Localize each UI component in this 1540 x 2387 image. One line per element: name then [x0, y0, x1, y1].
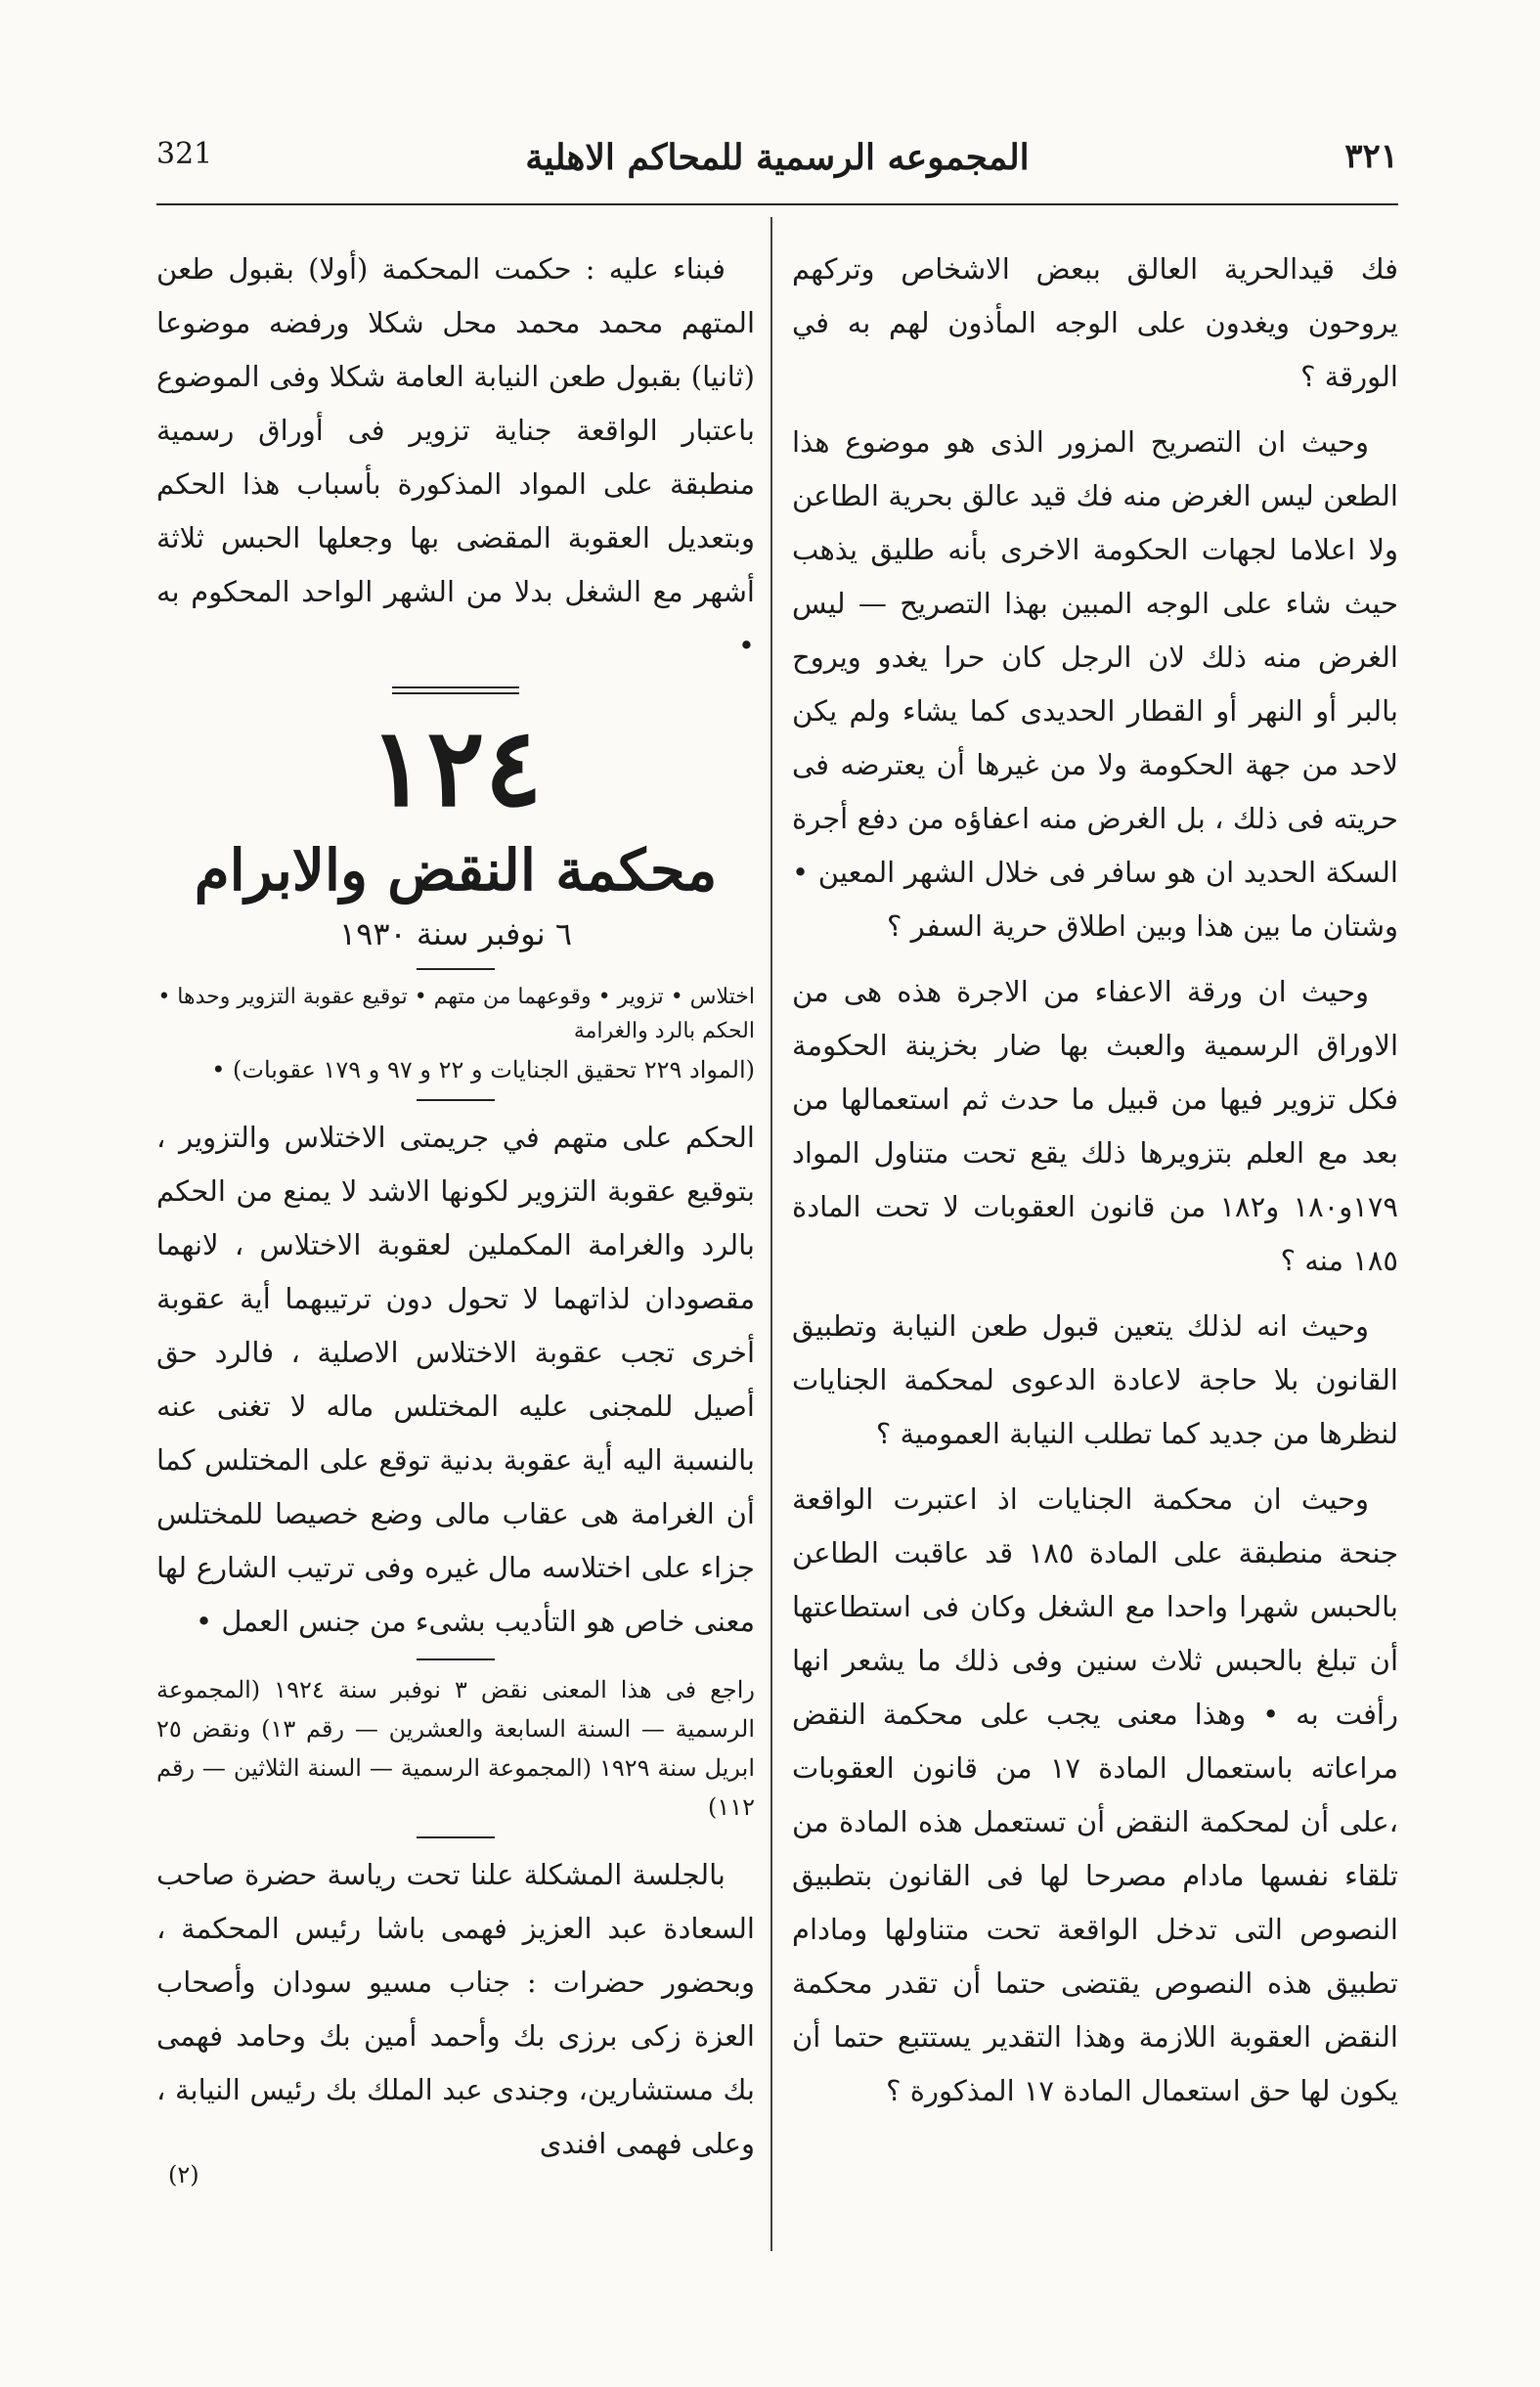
- paragraph: وحيث ان ورقة الاعفاء من الاجرة هذه هى من الاوراق الرسمية والعبث بها ضار بخزينة الحكومة فكل تزوير فيها من قبيل ما حدث ثم استعمالها من بعد مع العلم بتزويرها ذلك يقع تحت متناول المواد ١٧٩و١٨٠ و١٨٢ من قانون العقوبات لا تحت المادة ١٨٥ منه ؟: [792, 975, 1398, 1277]
- page-number-arabic: ٣٢١: [1344, 137, 1398, 176]
- section-divider: [392, 686, 519, 694]
- page-number-latin: 321: [156, 137, 213, 171]
- running-title: المجموعه الرسمية للمحاكم الاهلية: [525, 137, 1030, 178]
- legal-references: (المواد ٢٢٩ تحقيق الجنايات و ٢٢ و ٩٧ و ١٧٩ عقوبات) •: [211, 1056, 755, 1083]
- divider: [417, 1658, 495, 1660]
- right-column: [792, 243, 1398, 2130]
- case-date: ٦ نوفبر سنة ١٩٣٠: [338, 915, 573, 952]
- column-divider: [770, 217, 772, 2251]
- court-name: محكمة النقض والابرام: [194, 837, 718, 904]
- case-number: ١٢٤: [369, 704, 543, 830]
- paragraph: وحيث ان محكمة الجنايات اذ اعتبرت الواقعة جنحة منطبقة على المادة ١٨٥ قد عاقبت الطاعن بالحبس شهرا واحدا مع الشغل وكان فى استطاعتها أن تبلغ بالحبس ثلاث سنين وفى ذلك ما يشعر انها رأفت به • وهذا معنى يجب على محكمة النقض مراعاته باستعمال المادة ١٧ من قانون العقوبات ،على أن لمحكمة النقض أن تستعمل هذه المادة من تلقاء نفسها مادام مصرحا لها فى القانون بتطبيق النصوص التى تدخل الواقعة تحت متناولها ومادام تطبيق هذه النصوص يقتضى حتما أن تقدر محكمة النقض العقوبة اللازمة وهذا التقدير يستتبع حتما أن يكون لها حق استعمال المادة ١٧ المذكورة ؟: [792, 1482, 1399, 2107]
- case-keywords: اختلاس • تزوير • وقوعهما من متهم • توقيع عقوبة التزوير وحدها •: [157, 985, 755, 1009]
- divider: [417, 1836, 495, 1838]
- page-header: [156, 137, 1398, 196]
- header-rule: [156, 203, 1398, 205]
- left-column: [156, 243, 755, 2183]
- case-keywords-continued: الحكم بالرد والغرامة: [573, 1019, 755, 1043]
- signature-mark: (٢): [168, 2161, 199, 2188]
- divider: [417, 1099, 495, 1101]
- reference-note: راجع فى هذا المعنى نقض ٣ نوفبر سنة ١٩٢٤ (المجموعة الرسمية — السنة السابعة والعشرين — رقم ١٣) ونقض ٢٥ ابريل سنة ١٩٢٩ (المجموعة الرسمية — السنة الثلاثين — رقم ١١٢): [156, 1676, 755, 1821]
- paragraph: وحيث انه لذلك يتعين قبول طعن النيابة وتطبيق القانون بلا حاجة لاعادة الدعوى لمحكمة الجنايات لنظرها من جديد كما تطلب النيابة العمومية ؟: [792, 1309, 1398, 1450]
- legal-principle: الحكم على متهم في جريمتى الاختلاس والتزوير ، بتوقيع عقوبة التزوير لكونها الاشد لا يمنع من الحكم بالرد والغرامة المكملين لعقوبة الاختلاس ، لانهما مقصودان لذاتهما لا تحول دون ترتيبهما أية عقوبة أخرى تجب عقوبة الاختلاس الاصلية ، فالرد حق أصيل للمجنى عليه المختلس ماله لا تغنى عنه بالنسبة اليه أية عقوبة بدنية توقع على المختلس كما أن الغرامة هى عقاب مالى وضع خصيصا للمختلس جزاء على اختلاسه مال غيره وفى ترتيب الشارع لها معنى خاص هو التأديب بشىء من جنس العمل •: [156, 1121, 755, 1638]
- verdict-paragraph: فبناء عليه : حكمت المحكمة (أولا) بقبول طعن المتهم محمد محمد محل شكلا ورفضه موضوعا (ثانيا) بقبول طعن النيابة العامة شكلا وفى الموضوع باعتبار الواقعة جناية تزوير فى أوراق رسمية منطبقة على المواد المذكورة بأسباب هذا الحكم وبتعديل العقوبة المقضى بها وجعلها الحبس ثلاثة أشهر مع الشغل بدلا من الشهر الواحد المحكوم به •: [156, 252, 755, 662]
- paragraph: فك قيدالحرية العالق ببعض الاشخاص وتركهم يروحون ويغدون على الوجه المأذون لهم به في الورقة ؟: [792, 252, 1398, 393]
- divider: [417, 968, 495, 970]
- paragraph: وحيث ان التصريح المزور الذى هو موضوع هذا الطعن ليس الغرض منه فك قيد عالق بحرية الطاعن ولا اعلاما لجهات الحكومة الاخرى بأنه طليق يذهب حيث شاء على الوجه المبين بهذا التصريح — ليس الغرض منه ذلك لان الرجل كان حرا يغدو ويروح بالبر أو النهر أو القطار الحديدى كما يشاء ولم يكن لاحد من جهة الحكومة ولا من غيرها أن يعترضه فى حريته فى ذلك ، بل الغرض منه اعفاؤه من دفع أجرة السكة الحديد ان هو سافر فى خلال الشهر المعين • وشتان ما بين هذا وبين اطلاق حرية السفر ؟: [792, 425, 1398, 943]
- session-paragraph: بالجلسة المشكلة علنا تحت رياسة حضرة صاحب السعادة عبد العزيز فهمى باشا رئيس المحكمة ، وبحضور حضرات : جناب مسيو سودان وأصحاب العزة زكى برزى بك وأحمد أمين بك وحامد فهمى بك مستشارين، وجندى عبد الملك بك رئيس النيابة ، وعلى فهمى افندى: [156, 1858, 755, 2160]
